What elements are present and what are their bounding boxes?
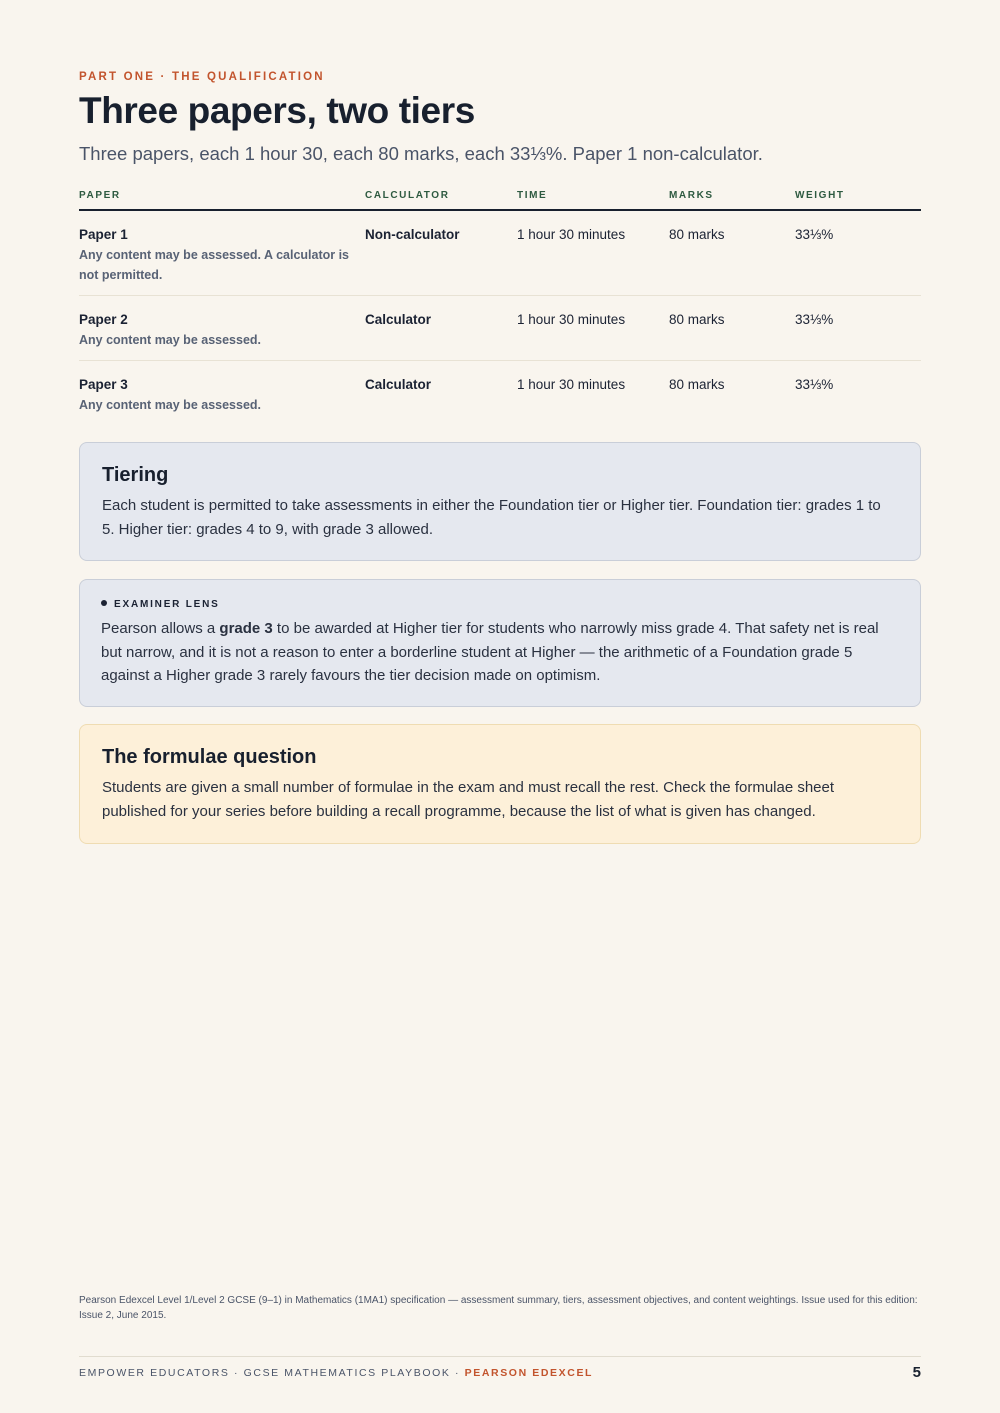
table-header — [79, 186, 921, 211]
weight-cell: 33⅓% — [795, 312, 834, 327]
page-title: Three papers, two tiers — [79, 90, 475, 131]
tiering-callout — [79, 442, 921, 561]
marks-cell: 80 marks — [669, 227, 725, 242]
paper-note: Any content may be assessed. — [79, 333, 262, 347]
weight-cell: 33⅓% — [795, 377, 834, 392]
formulae-body: Students are given a small number of formulae in the exam and must recall the rest. Check the formulae sheet published for your series before building a recall programme, because the list of what is given has changed. — [102, 779, 835, 820]
paper-note: Any content may be assessed. A calculator is not permitted. — [79, 248, 350, 282]
calculator-cell: Calculator — [365, 312, 432, 327]
time-cell: 1 hour 30 minutes — [517, 377, 626, 392]
paper-name: Paper 2 — [79, 312, 128, 327]
formulae-callout — [79, 724, 921, 844]
page-number: 5 — [912, 1364, 921, 1381]
footer-divider — [79, 1356, 921, 1357]
paper-name: Paper 1 — [79, 227, 128, 242]
paper-cell — [79, 211, 365, 295]
paper-name: Paper 3 — [79, 377, 128, 392]
column-header-calculator: CALCULATOR — [365, 190, 450, 201]
column-header-weight: WEIGHT — [795, 190, 845, 201]
column-header-time: TIME — [517, 190, 548, 201]
table-row — [79, 211, 921, 296]
tiering-heading: Tiering — [102, 464, 169, 486]
lens-text-end: to be awarded at Higher tier for students who narrowly miss grade 4. That safety net is real but narrow, and it is not a reason to enter a borderline student at Higher — the arithmetic of a Foundation grade 5 against a Higher grade 3 rarely favours the tier decision made on optimism. — [101, 620, 879, 684]
paper-note: Any content may be assessed. — [79, 398, 262, 412]
formulae-heading: The formulae question — [102, 746, 317, 768]
running-footer — [79, 1367, 593, 1379]
bullet-dot-icon — [101, 600, 107, 606]
footer-brand: PEARSON EDEXCEL — [464, 1367, 594, 1379]
marks-cell: 80 marks — [669, 377, 725, 392]
tiering-body: Each student is permitted to take assessments in either the Foundation tier or Higher tier. Foundation tier: grades 1 to 5. Higher tier: grades 4 to 9, with grade 3 allowed. — [102, 497, 881, 538]
page-subtitle: Three papers, each 1 hour 30, each 80 marks, each 33⅓%. Paper 1 non-calculator. — [79, 143, 763, 164]
calculator-cell: Non-calculator — [365, 227, 460, 242]
weight-cell: 33⅓% — [795, 227, 834, 242]
document-page — [79, 0, 921, 1413]
marks-cell: 80 marks — [669, 312, 725, 327]
calculator-cell: Calculator — [365, 377, 432, 392]
time-cell: 1 hour 30 minutes — [517, 312, 626, 327]
examiner-lens-label: EXAMINER LENS — [114, 599, 220, 610]
table-row — [79, 361, 921, 425]
column-header-marks: MARKS — [669, 190, 714, 201]
paper-cell — [79, 296, 365, 360]
column-header-paper: PAPER — [79, 190, 121, 201]
papers-table — [79, 186, 921, 425]
examiner-lens-callout — [79, 579, 921, 707]
source-footnote: Pearson Edexcel Level 1/Level 2 GCSE (9–1) in Mathematics (1MA1) specification — assessment summary, tiers, assessment objectives, and content weightings. Issue used for this edition: Issue 2, June 2015. — [79, 1295, 918, 1321]
table-row — [79, 296, 921, 361]
time-cell: 1 hour 30 minutes — [517, 227, 626, 242]
section-eyebrow: PART ONE · THE QUALIFICATION — [79, 71, 325, 83]
examiner-lens-body — [101, 617, 896, 688]
lens-text-start: Pearson allows a — [101, 620, 220, 637]
paper-cell — [79, 361, 365, 425]
examiner-lens-tag — [101, 599, 220, 610]
lens-text-emphasis: grade 3 — [219, 620, 273, 637]
footer-text: EMPOWER EDUCATORS · GCSE MATHEMATICS PLAYBOOK · — [79, 1367, 465, 1379]
